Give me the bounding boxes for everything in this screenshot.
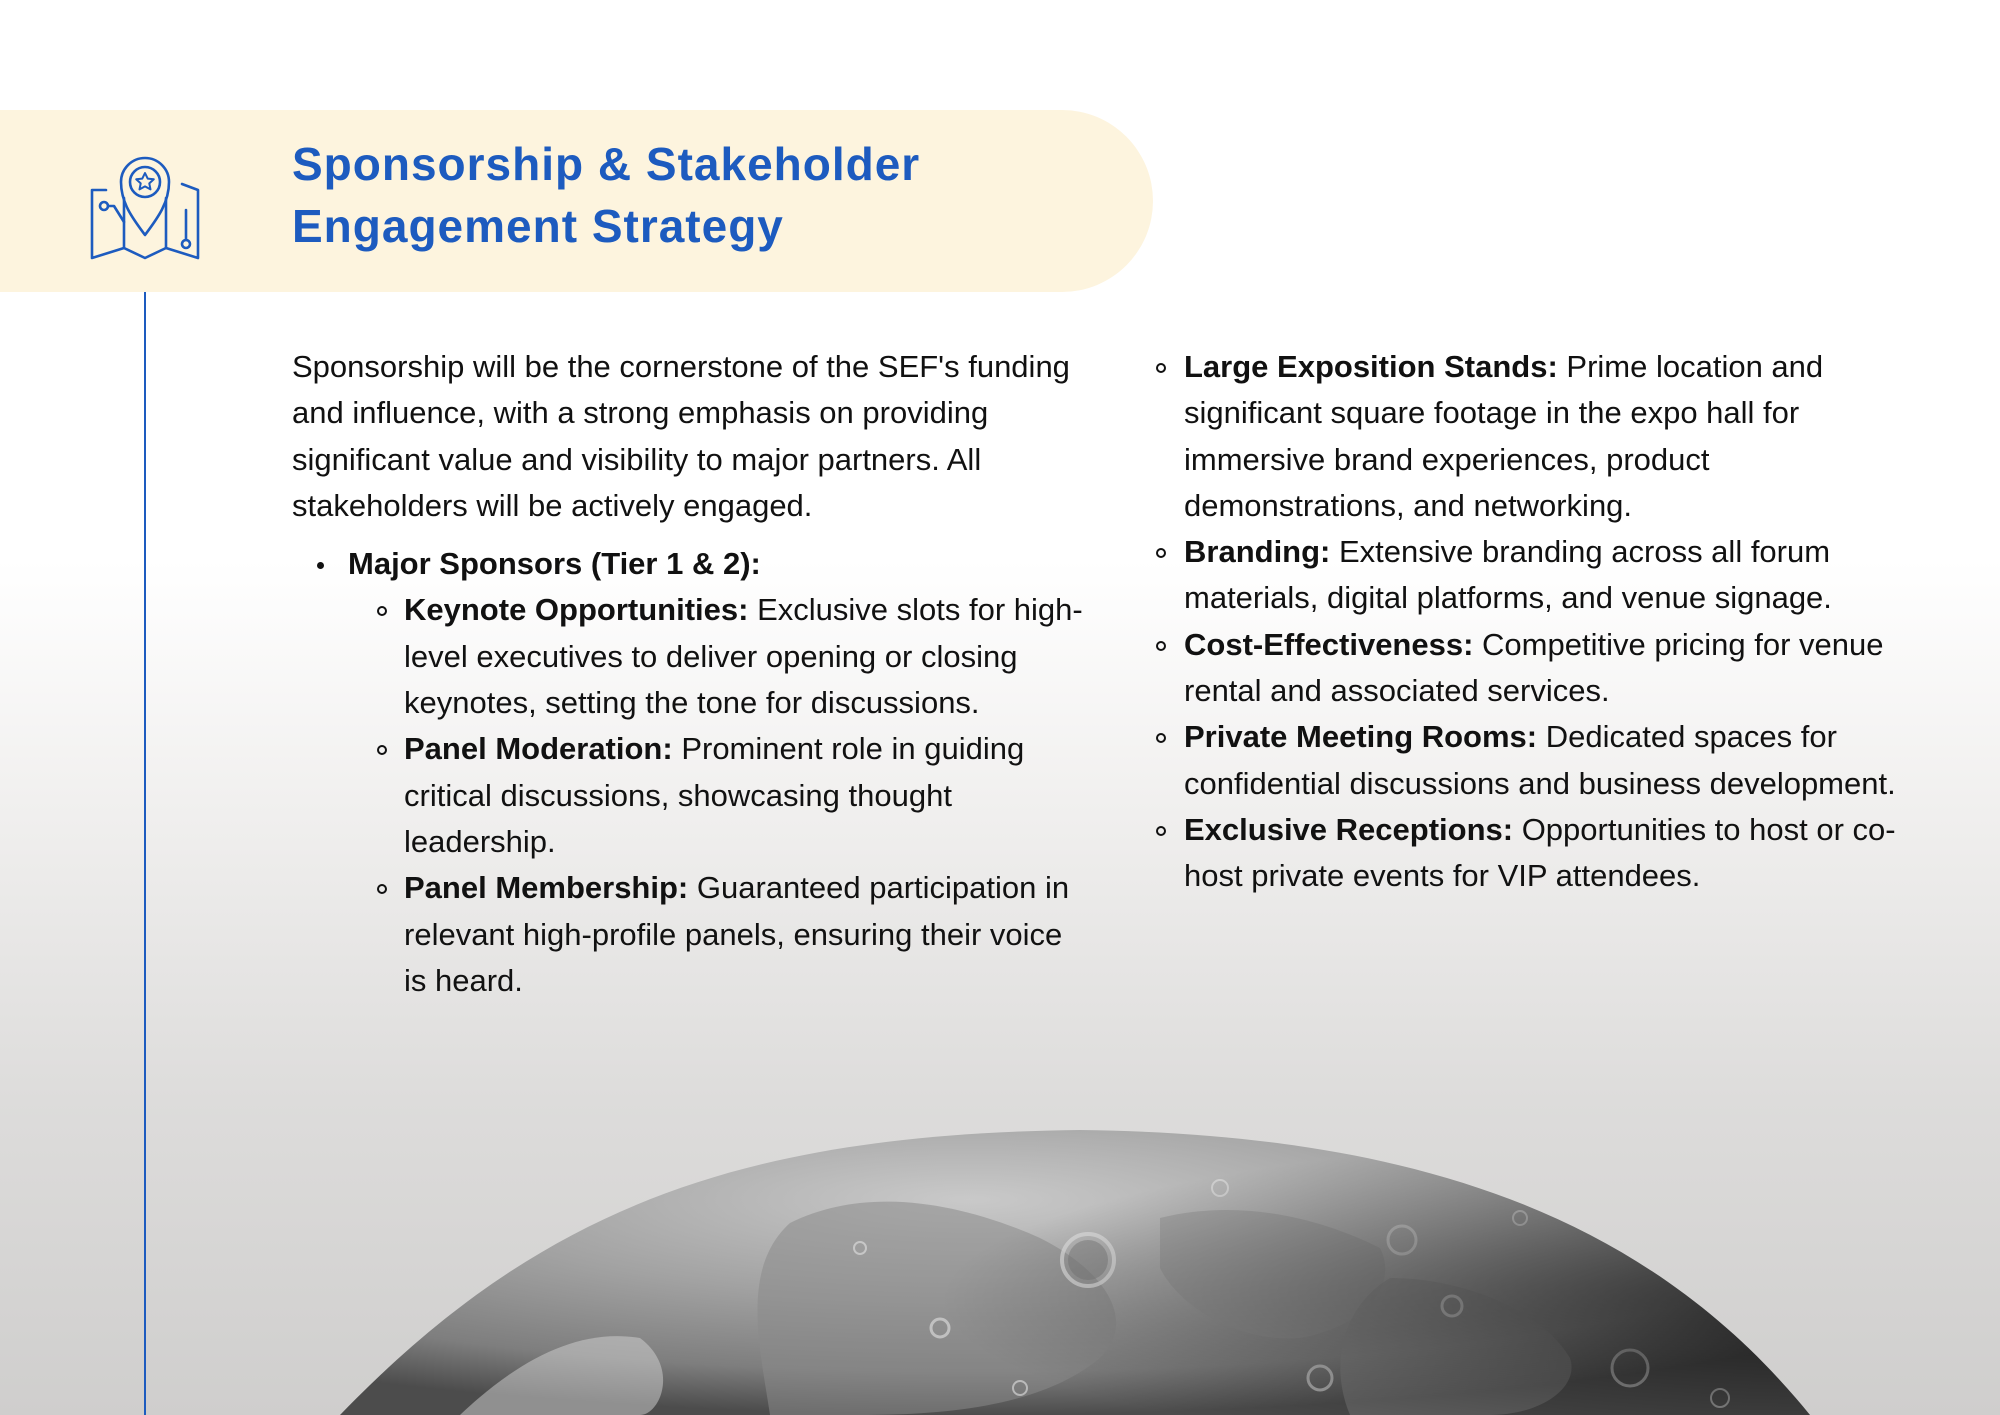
moon-image	[340, 1128, 1840, 1415]
list-item	[348, 541, 1092, 1004]
page-title	[292, 133, 920, 257]
item-text: Dedicated spaces for confidential discussions and business development.	[1184, 719, 1896, 801]
item-text: Guaranteed participation in relevant high-profile panels, ensuring their voice is heard.	[404, 870, 1070, 998]
item-text: Prime location and significant square footage in the expo hall for immersive brand experiences, product demonstrations, and networking.	[1184, 349, 1824, 523]
right-benefits-list	[1150, 344, 1910, 900]
item-label: Large Exposition Stands:	[1184, 349, 1558, 384]
list-item	[404, 726, 1092, 865]
title-line-1: Sponsorship & Stakeholder	[292, 138, 921, 190]
item-text: Extensive branding across all forum materials, digital platforms, and venue signage.	[1184, 534, 1832, 616]
item-label: Cost-Effectiveness:	[1184, 626, 1474, 662]
list-item	[1184, 807, 1910, 900]
item-text: Opportunities to host or co-host private events for VIP attendees.	[1184, 811, 1896, 894]
major-sponsors-list	[292, 541, 1092, 1004]
item-label: Private Meeting Rooms:	[1184, 719, 1538, 755]
item-text: Competitive pricing for venue rental and associated services.	[1184, 626, 1884, 709]
list-item	[404, 587, 1092, 726]
item-label: Panel Membership:	[404, 870, 689, 906]
left-column	[292, 344, 1092, 1004]
list-item	[1184, 622, 1910, 715]
intro-paragraph: Sponsorship will be the cornerstone of the SEF's funding and influence, with a strong emphasis on providing significant value and visibility to major partners. All stakeholders will be actively engaged.	[292, 349, 1070, 523]
item-label: Branding:	[1184, 534, 1331, 570]
item-label: Panel Moderation:	[404, 731, 673, 767]
list-item	[1184, 714, 1910, 807]
item-label: Exclusive Receptions:	[1184, 811, 1514, 847]
item-label: Keynote Opportunities:	[404, 592, 749, 628]
title-line-2: Engagement Strategy	[292, 200, 784, 252]
map-pin-star-icon	[88, 140, 202, 262]
right-column	[1150, 344, 1910, 900]
item-text: Prominent role in guiding critical discussions, showcasing thought leadership.	[404, 731, 1025, 859]
list-item	[1184, 529, 1910, 622]
list-item	[1184, 344, 1910, 529]
major-sponsors-heading: Major Sponsors (Tier 1 & 2):	[348, 546, 761, 582]
timeline-line	[144, 292, 146, 1415]
sponsor-benefits-list	[348, 587, 1092, 1004]
item-text: Exclusive slots for high-level executives to deliver opening or closing keynotes, setting the tone for discussions.	[404, 592, 1083, 721]
list-item	[404, 865, 1092, 1004]
